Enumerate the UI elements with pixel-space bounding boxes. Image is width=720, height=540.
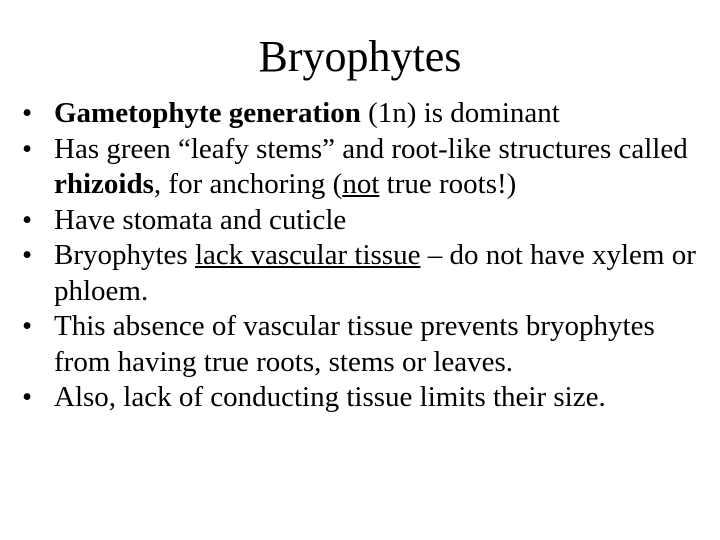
- bullet-text: Bryophytes: [54, 239, 195, 271]
- underlined-lack-vascular-tissue: lack vascular tissue: [194, 239, 421, 271]
- bullet-text: Also, lack of conducting tissue limits their size.: [54, 381, 606, 413]
- bullet-text: Have stomata and cuticle: [54, 203, 347, 236]
- bullet-item-stomata: [22, 203, 712, 239]
- underlined-not: not: [342, 168, 380, 200]
- bullet-text: – do not have xylem or phloem.: [54, 239, 696, 307]
- bullet-dot-icon: •: [22, 97, 33, 129]
- bullet-dot-icon: •: [22, 132, 33, 165]
- bullet-item-rhizoids: [22, 132, 712, 203]
- bullet-dot-icon: •: [22, 203, 33, 236]
- bullet-dot-icon: •: [22, 310, 33, 342]
- bullet-text: (1n) is dominant: [360, 97, 560, 129]
- bullet-text: , for anchoring (: [153, 168, 343, 200]
- bullet-item-vascular: [22, 238, 712, 309]
- bullet-item-gametophyte: [22, 96, 712, 132]
- bold-term-gametophyte: Gametophyte generation: [54, 97, 361, 129]
- slide-title: Bryophytes: [258, 32, 462, 81]
- bullet-list: [22, 96, 712, 416]
- bullet-dot-icon: •: [22, 239, 33, 271]
- bullet-item-size: [22, 380, 712, 416]
- bold-term-rhizoids: rhizoids: [54, 168, 154, 200]
- bullet-dot-icon: •: [22, 381, 33, 413]
- bullet-item-absence: [22, 309, 712, 380]
- bullet-text: This absence of vascular tissue prevents bryophytes from having true roots, stems or leaves.: [54, 310, 655, 378]
- bullet-text: Has green “leafy stems” and root-like structures called: [54, 132, 688, 165]
- bullet-text: true roots!): [379, 168, 517, 200]
